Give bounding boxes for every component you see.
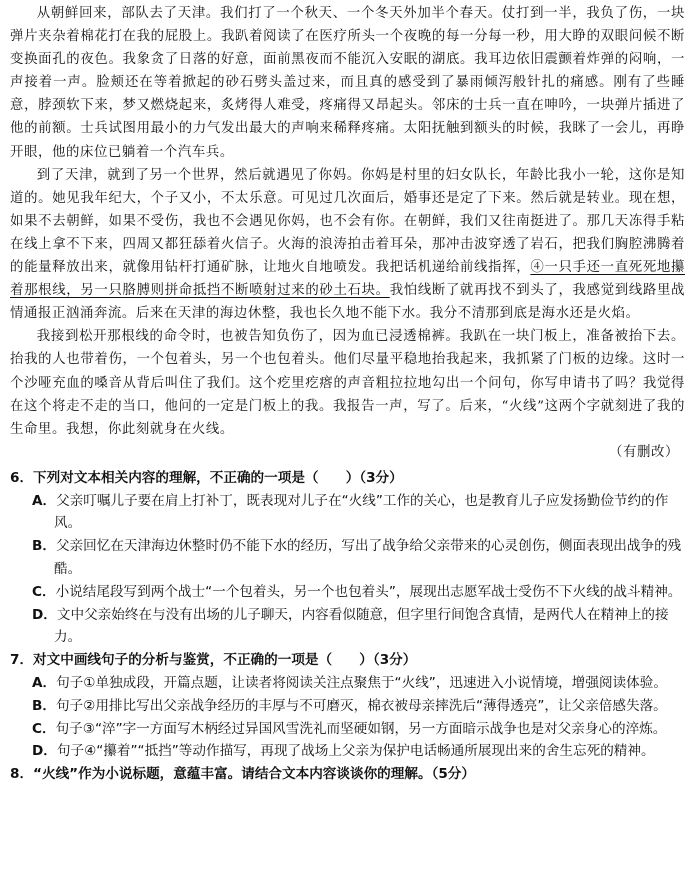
question-8-stem: 8．“火线”作为小说标题，意蕴丰富。请结合文本内容谈谈你的理解。（5分） (10, 766, 475, 783)
question-7-option-b (10, 695, 685, 718)
question-7-option-c (10, 718, 685, 741)
passage-paragraph-3: 我接到松开那根线的命令时，也被告知负伤了，因为血已浸透棉裤。我趴在一块门板上，准备被抬下去。抬我的人也带着伤，一个包着头，另一个也包着头。他们尽量平稳地抬我起来，我抓紧了门板的边缘。这时一个沙哑充血的嗓音从背后叫住了我们。这个疙里疙瘩的声音粗拉拉地勾出一个问句，你写申请书了吗？我觉得在这个将走不走的当口，他问的一定是门板上的我。我报告一声，写了。后来，“火线”这两个字就刻进了我的生命里。我想，你此刻就身在火线。 (10, 329, 685, 437)
option-text: 文中父亲始终在与没有出场的儿子聊天，内容看似随意，但字里行间饱含真情，是两代人在精神上的接力。 (54, 606, 669, 646)
option-text: 句子④“攥着”“抵挡”等动作描写，再现了战场上父亲为保护电话畅通所展现出来的舍生忘死的精神。 (56, 743, 655, 760)
option-text: 句子③“淬”字一方面写木柄经过异国风雪洗礼而坚硬如钢，另一方面暗示战争也是对父亲身心的淬炼。 (55, 720, 667, 737)
option-label: A． (32, 675, 57, 692)
reading-passage (10, 2, 685, 464)
question-7 (10, 649, 685, 763)
question-6-option-b (10, 535, 685, 581)
option-text: 小说结尾段写到两个战士“一个包着头，另一个也包着头”，展现出志愿军战士受伤不下火线的战斗精神。 (55, 583, 682, 600)
question-8 (10, 763, 685, 786)
question-section (10, 467, 685, 786)
question-6-option-a (10, 490, 685, 536)
option-label: C． (32, 583, 56, 600)
question-7-option-d (10, 740, 685, 763)
option-text: 父亲叮嘱儿子要在肩上打补丁，既表现对儿子在“火线”工作的关心，也是教育儿子应发扬勤俭节约的作风。 (54, 492, 669, 532)
question-7-stem: 7．对文中画线句子的分析与鉴赏，不正确的一项是（ ）（3分） (10, 652, 417, 669)
option-label: A． (32, 492, 57, 509)
paragraph-2-text-b: 我怕线断了就再找不到头了，我感觉到线路里战情通报正汹涌奔流。后来在天津的海边休整，我也长久地不能下水。我分不清那到底是海水还是火焰。 (10, 283, 685, 322)
question-6-option-d (10, 604, 685, 650)
option-label: B． (32, 538, 56, 555)
option-label: C． (32, 720, 56, 737)
option-text: 句子②用排比写出父亲战争经历的丰厚与不可磨灭，棉衣被母亲摔洗后“薄得透亮”，让父亲倍感失落。 (55, 697, 667, 714)
option-text: 句子①单独成段，开篇点题，让读者将阅读关注点聚焦于“火线”，迅速进入小说情境，增强阅读体验。 (56, 675, 667, 692)
passage-paragraph-2 (10, 164, 685, 326)
source-note: （有删改） (609, 444, 679, 460)
question-6-stem: 6．下列对文本相关内容的理解，不正确的一项是（ ）（3分） (10, 469, 403, 486)
option-text: 父亲回忆在天津海边休整时仍不能下水的经历，写出了战争给父亲带来的心灵创伤，侧面表现出战争的残酷。 (54, 538, 682, 578)
question-6 (10, 467, 685, 649)
passage-paragraph-1: 从朝鲜回来，部队去了天津。我们打了一个秋天、一个冬天外加半个春天。仗打到一半，我负了伤，一块弹片夹杂着棉花打在我的屁股上。我趴着阅读了在医疗所头一个夜晚的每一分每一秒，用大睁的双眼问候不断变换面孔的夜色。我象贪了日落的好意，面前黑夜而不能沉入安眠的湖底。我耳边依旧震颤着炸弹的闷响，一声接着一声。脸颊还在等着掀起的砂石劈头盖过来，而且真的感受到了暴雨倾泻般针扎的痛感。刚有了些睡意，脖颈软下来，梦又燃烧起来，炙烤得人难受，疼痛得又昂起头。邻床的士兵一直在呻吟，一块弹片插进了他的前额。士兵试图用最小的力气发出最大的声响来稀释疼痛。太阳抚触到额头的时候，我眯了一会儿，再睁开眼，他的床位已躺着一个汽车兵。 (10, 6, 685, 160)
option-label: D． (32, 743, 57, 760)
underlined-sentence-4: ④一只手还一直死死地攥着那根线，另一只胳膊则拼命抵挡不断喷射过来的砂土石块。 (10, 260, 685, 299)
option-label: B． (32, 697, 56, 714)
question-7-option-a (10, 672, 685, 695)
paragraph-2-text-a: 到了天津，就到了另一个世界，然后就遇见了你妈。你妈是村里的妇女队长，年龄比我小一轮，这你是知道的。她见我年纪大，个子又小，不太乐意。可见过几次面后，婚事还是定了下来。然后就是转业。现在想，如果不去朝鲜，如果不受伤，我也不会遇见你妈，也不会有你。在朝鲜，我们又往南挺进了。那几天冻得手粘在线上拿不下来，四周又都狂舔着火信子。火海的浪涛拍击着耳朵，那冲击波穿透了岩石，把我们胸腔沸腾着的能量释放出来，就像用钻杆打通矿脉，让地火自地喷发。我把话机递给前线指挥， (10, 167, 685, 276)
option-label: D． (32, 606, 57, 623)
question-6-option-c (10, 581, 685, 604)
